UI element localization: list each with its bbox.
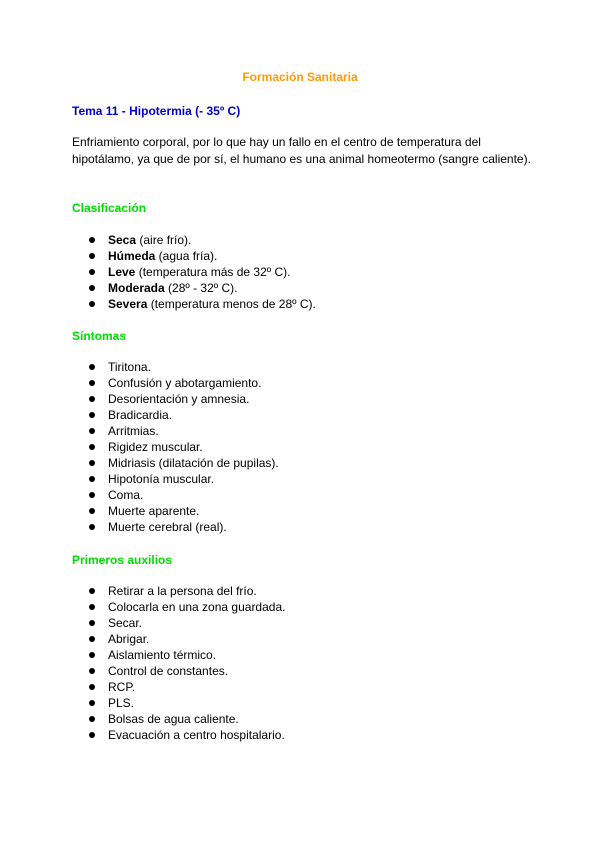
list-item: Tiritona. <box>72 359 279 375</box>
item-desc: (28º - 32º C). <box>164 281 238 295</box>
list-item: Coma. <box>72 487 279 503</box>
list-item <box>72 280 316 296</box>
list-item: Midriasis (dilatación de pupilas). <box>72 455 279 471</box>
list-item: Muerte cerebral (real). <box>72 519 279 535</box>
list-item: PLS. <box>72 695 285 711</box>
clasificacion-list <box>72 232 316 312</box>
list-item: Desorientación y amnesia. <box>72 391 279 407</box>
list-item: Arritmias. <box>72 423 279 439</box>
tema-title: Tema 11 - Hipotermia (- 35º C) <box>72 104 241 118</box>
list-item <box>72 264 316 280</box>
list-item <box>72 248 316 264</box>
item-term: Húmeda <box>108 249 156 263</box>
list-item: Bolsas de agua caliente. <box>72 711 285 727</box>
list-item <box>72 296 316 312</box>
section-heading-primeros-auxilios: Primeros auxilios <box>72 553 173 567</box>
list-item: Aislamiento térmico. <box>72 647 285 663</box>
list-item: Control de constantes. <box>72 663 285 679</box>
item-term: Moderada <box>108 281 165 295</box>
auxilios-list <box>72 583 285 743</box>
list-item: Muerte aparente. <box>72 503 279 519</box>
list-item: RCP. <box>72 679 285 695</box>
list-item: Hipotonía muscular. <box>72 471 279 487</box>
document-title: Formación Sanitaria <box>242 70 358 84</box>
list-item: Retirar a la persona del frío. <box>72 583 285 599</box>
list-item: Confusión y abotargamiento. <box>72 375 279 391</box>
list-item: Abrigar. <box>72 631 285 647</box>
section-heading-sintomas: Síntomas <box>72 329 127 343</box>
intro-paragraph: Enfriamiento corporal, por lo que hay un fallo en el centro de temperatura del hipotálamo, ya que de por sí, el humano es una animal homeotermo (sangre caliente). <box>72 135 531 166</box>
list-item <box>72 232 316 248</box>
list-item: Bradicardia. <box>72 407 279 423</box>
item-desc: (aire frío). <box>136 233 192 247</box>
section-heading-clasificacion: Clasificación <box>72 201 147 215</box>
list-item: Secar. <box>72 615 285 631</box>
item-desc: (agua fría). <box>155 249 218 263</box>
list-item: Colocarla en una zona guardada. <box>72 599 285 615</box>
item-term: Leve <box>108 265 136 279</box>
sintomas-list <box>72 359 279 535</box>
item-desc: (temperatura menos de 28º C). <box>147 297 316 311</box>
list-item: Rigidez muscular. <box>72 439 279 455</box>
list-item: Evacuación a centro hospitalario. <box>72 727 285 743</box>
item-desc: (temperatura más de 32º C). <box>135 265 291 279</box>
item-term: Severa <box>108 297 148 311</box>
item-term: Seca <box>108 233 137 247</box>
